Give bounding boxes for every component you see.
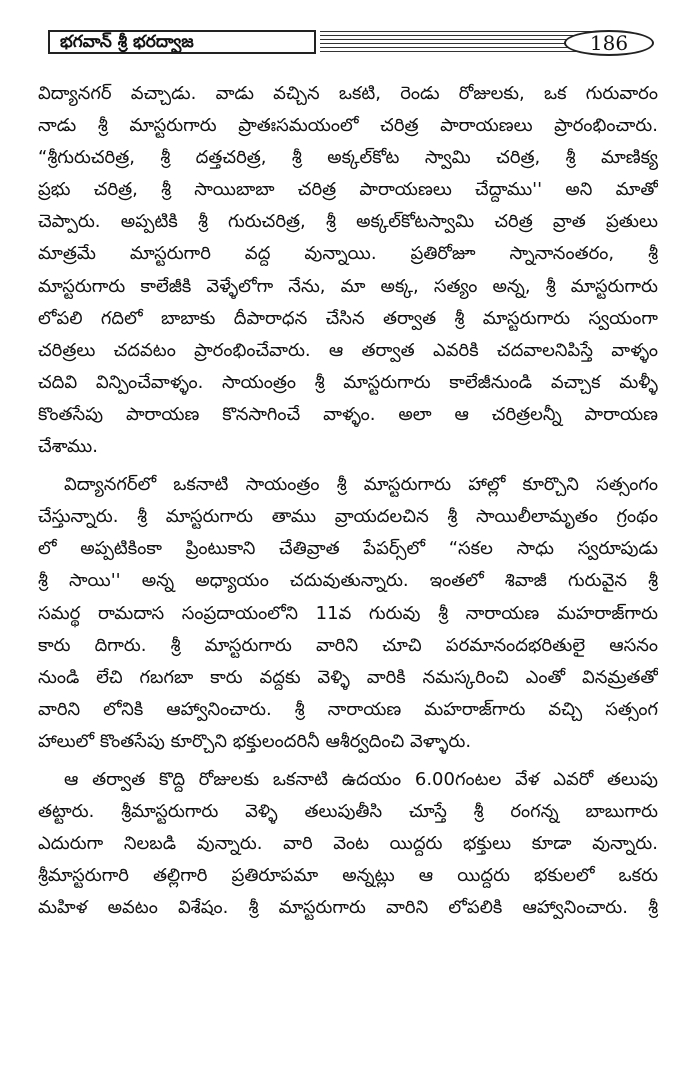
paragraph-2 [38,469,658,758]
text-line: చెప్పారు. అప్పటికి శ్రీ గురుచరిత్ర, శ్రీ అక్కల్‌కోటస్వామి చరిత్ర వ్రాత ప్రతులు [38,211,658,233]
text-line: ప్రభు చరిత్ర, శ్రీ సాయిబాబా చరిత్ర పారాయణలు చేద్దాము'' అని మాతో [38,179,658,201]
paragraph-1 [38,78,658,463]
text-line: హాలులో కొంతసేపు కూర్చొని భక్తులందరినీ ఆశీర్వదించి వెళ్ళారు. [38,730,472,752]
text-line: సమర్థ రామదాస సంప్రదాయంలోని 11వ గురువు శ్రీ నారాయణ మహరాజ్‌గారు [38,602,658,624]
text-line: శ్రీమాస్టరుగారి తల్లిగారి ప్రతిరూపమా అన్నట్లు ఆ యిద్దరు భకులలో ఒకరు [38,865,658,887]
page-number: 186 [564,30,654,56]
text-line: విద్యానగర్‌లో ఒకనాటి సాయంత్రం శ్రీ మాస్టరుగారు హాల్లో కూర్చొని సత్సంగం [64,474,658,496]
text-line: నుండి లేచి గబగబా కారు వద్దకు వెళ్ళి వారికి నమస్కరించి ఎంతో వినమ్రతతో [38,666,658,688]
text-line: నాడు శ్రీ మాస్టరుగారు ప్రాతఃసమయంలో చరిత్ర పారాయణలు ప్రారంభించారు. [38,115,658,137]
paragraph-3 [38,764,658,924]
text-line: “శ్రీగురుచరిత్ర, శ్రీ దత్తచరిత్ర, శ్రీ అక్కల్‌కోట స్వామి చరిత్ర, శ్రీ మాణిక్య [38,147,658,169]
text-line: ఆ తర్వాత కొద్ది రోజులకు ఒకనాటి ఉదయం 6.00గంటల వేళ ఎవరో తలుపు [64,768,658,790]
text-line: శ్రీ సాయి'' అన్న అధ్యాయం చదువుతున్నారు. ఇంతలో శివాజీ గురువైన శ్రీ [38,570,658,592]
text-line: చేశాము. [38,436,98,458]
text-line: చేస్తున్నారు. శ్రీ మాస్టరుగారు తాము వ్రాయదలచిన శ్రీ సాయిలీలామృతం గ్రంథం [38,506,658,528]
page-header [48,30,656,58]
text-line: వారిని లోనికి ఆహ్వానించారు. శ్రీ నారాయణ మహరాజ్‌గారు వచ్చి సత్సంగ [38,698,658,720]
text-line: మాస్టరుగారు కాలేజీకి వెళ్ళేలోగా నేను, మా అక్క, సత్యం అన్న, శ్రీ మాస్టరుగారు [38,275,658,297]
text-line: కొంతసేపు పారాయణ కొనసాగించే వాళ్ళం. అలా ఆ చరిత్రలన్నీ పారాయణ [38,403,658,425]
text-line: చరిత్రలు చదవటం ప్రారంభించేవారు. ఆ తర్వాత ఎవరికి చదవాలనిపిస్తే వాళ్ళం [38,339,658,361]
text-line: విద్యానగర్ వచ్చాడు. వాడు వచ్చిన ఒకటి, రెండు రోజులకు, ఒక గురువారం [38,83,658,104]
text-line: లోపలి గదిలో బాబాకు దీపారాధన చేసిన తర్వాత శ్రీ మాస్టరుగారు స్వయంగా [38,307,658,329]
running-title: భగవాన్ శ్రీ భరద్వాజ [48,30,316,54]
text-line: లో అప్పటికింకా ప్రింటుకాని చేతివ్రాత పేపర్స్‌లో “సకల సాధు స్వరూపుడు [38,538,658,560]
text-line: మాత్రమే మాస్టరుగారి వద్ద వున్నాయి. ప్రతిరోజూ స్నానానంతరం, శ్రీ [38,243,658,265]
text-line: చదివి విన్పించేవాళ్ళం. సాయంత్రం శ్రీ మాస్టరుగారు కాలేజీనుండి వచ్చాక మళ్ళీ [38,371,658,393]
text-line: తట్టారు. శ్రీమాస్టరుగారు వెళ్ళి తలుపుతీసి చూస్తే శ్రీ రంగన్న బాబుగారు [38,801,658,823]
text-line: మహిళ అవటం విశేషం. శ్రీ మాస్టరుగారు వారిని లోపలికి ఆహ్వానించారు. శ్రీ [38,897,658,919]
text-line: కారు దిగారు. శ్రీ మాస్టరుగారు వారిని చూచి పరమానందభరితులై ఆసనం [38,634,658,656]
text-line: ఎదురుగా నిలబడి వున్నారు. వారి వెంట యిద్దరు భక్తులు కూడా వున్నారు. [38,833,658,855]
page-body [38,78,658,930]
